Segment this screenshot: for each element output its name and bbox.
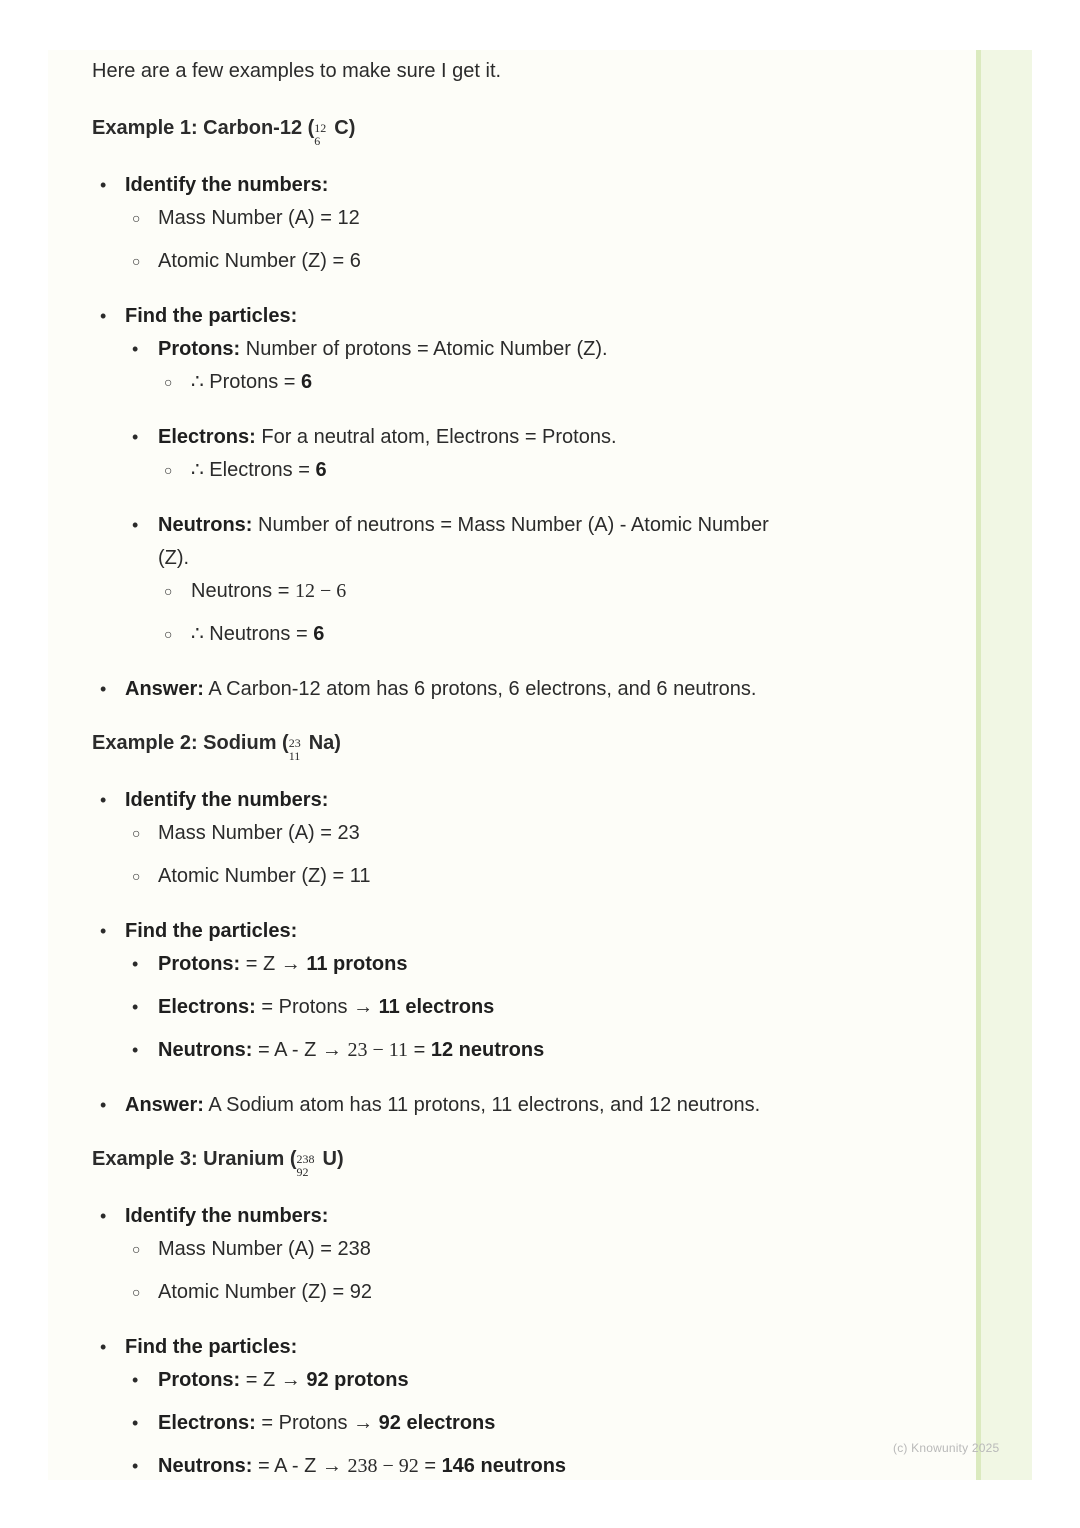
isotope-notation: 12 6 [314, 121, 327, 148]
list-item: • Identify the numbers: [100, 1205, 329, 1227]
list-item: • Protons: Number of protons = Atomic Number (Z). [132, 338, 608, 360]
list-item: ○ Mass Number (A) = 23 [132, 822, 360, 844]
list-item: • Find the particles: [100, 1336, 298, 1358]
example-3-heading: Example 3: Uranium ( 238 92 U) [92, 1148, 344, 1179]
document-body [92, 56, 852, 1483]
list-item: • Identify the numbers: [100, 789, 329, 811]
list-item: ○ ∴ Electrons = 6 [164, 459, 327, 481]
list-item: • Protons: = Z → 11 protons [132, 953, 408, 975]
list-item: • Answer: A Sodium atom has 11 protons, 11 electrons, and 12 neutrons. [100, 1094, 761, 1116]
list-item: • Protons: = Z → 92 protons [132, 1369, 409, 1391]
example-2-list [92, 784, 852, 1122]
list-item: ○ Atomic Number (Z) = 92 [132, 1281, 372, 1303]
isotope-notation: 238 92 [296, 1152, 315, 1179]
list-item: ○ Neutrons = 12 − 6 [164, 580, 347, 602]
list-item: • Neutrons: = A - Z → 23 − 11 = 12 neutrons [132, 1039, 545, 1061]
list-item: ○ Mass Number (A) = 238 [132, 1238, 371, 1260]
list-item: • Neutrons: = A - Z → 238 − 92 = 146 neutrons [132, 1455, 567, 1477]
list-item: • Answer: A Carbon-12 atom has 6 protons, 6 electrons, and 6 neutrons. [100, 678, 757, 700]
example-1-heading: Example 1: Carbon-12 ( 12 6 C) [92, 117, 356, 148]
list-item: • Electrons: For a neutral atom, Electrons = Protons. [132, 426, 617, 448]
list-item: ○ Atomic Number (Z) = 6 [132, 250, 361, 272]
list-item: ○ Mass Number (A) = 12 [132, 207, 360, 229]
list-item: • Find the particles: [100, 920, 298, 942]
list-item: ○ ∴ Neutrons = 6 [164, 623, 325, 645]
isotope-notation: 23 11 [288, 736, 301, 763]
list-item: • Find the particles: [100, 305, 298, 327]
intro-text: Here are a few examples to make sure I get it. [92, 60, 502, 82]
side-rail [976, 50, 1032, 1480]
list-item: ○ ∴ Protons = 6 [164, 371, 313, 393]
list-item: • Electrons: = Protons → 92 electrons [132, 1412, 496, 1434]
list-item: • Electrons: = Protons → 11 electrons [132, 996, 495, 1018]
list-item: ○ Atomic Number (Z) = 11 [132, 865, 371, 887]
footer-copyright: (c) Knowunity 2025 [893, 1441, 1000, 1455]
list-item: • Identify the numbers: [100, 174, 329, 196]
example-2-heading: Example 2: Sodium ( 23 11 Na) [92, 732, 341, 763]
example-1-list [92, 169, 852, 706]
list-item: • Neutrons: Number of neutrons = Mass Number (A) - Atomic Number (Z). [132, 514, 769, 569]
example-3-list [92, 1200, 852, 1483]
